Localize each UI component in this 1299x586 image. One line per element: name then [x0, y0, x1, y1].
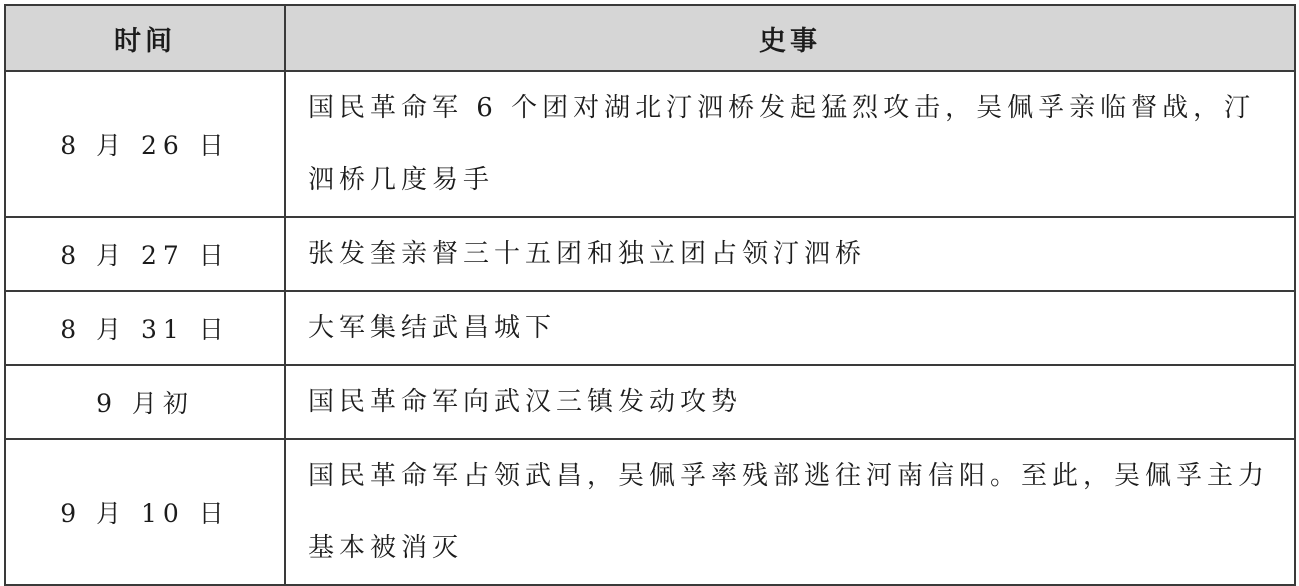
time-cell: 8 月 31 日: [5, 291, 285, 365]
header-time: 时间: [5, 5, 285, 71]
event-cell: 大军集结武昌城下: [285, 291, 1295, 365]
history-table-container: [4, 4, 1294, 563]
table-row: [5, 439, 1295, 585]
header-row: [5, 5, 1295, 71]
table-row: [5, 71, 1295, 217]
table-row: [5, 217, 1295, 291]
time-cell: 8 月 27 日: [5, 217, 285, 291]
table-header: [5, 5, 1295, 71]
table-body: [5, 71, 1295, 585]
table-row: [5, 365, 1295, 439]
event-cell: 国民革命军向武汉三镇发动攻势: [285, 365, 1295, 439]
time-cell: 9 月 10 日: [5, 439, 285, 585]
history-table: [4, 4, 1296, 586]
event-cell: 国民革命军占领武昌，吴佩孚率残部逃往河南信阳。至此，吴佩孚主力基本被消灭: [285, 439, 1295, 585]
table-row: [5, 291, 1295, 365]
event-cell: 国民革命军 6 个团对湖北汀泗桥发起猛烈攻击，吴佩孚亲临督战，汀泗桥几度易手: [285, 71, 1295, 217]
header-event: 史事: [285, 5, 1295, 71]
time-cell: 9 月初: [5, 365, 285, 439]
event-cell: 张发奎亲督三十五团和独立团占领汀泗桥: [285, 217, 1295, 291]
time-cell: 8 月 26 日: [5, 71, 285, 217]
